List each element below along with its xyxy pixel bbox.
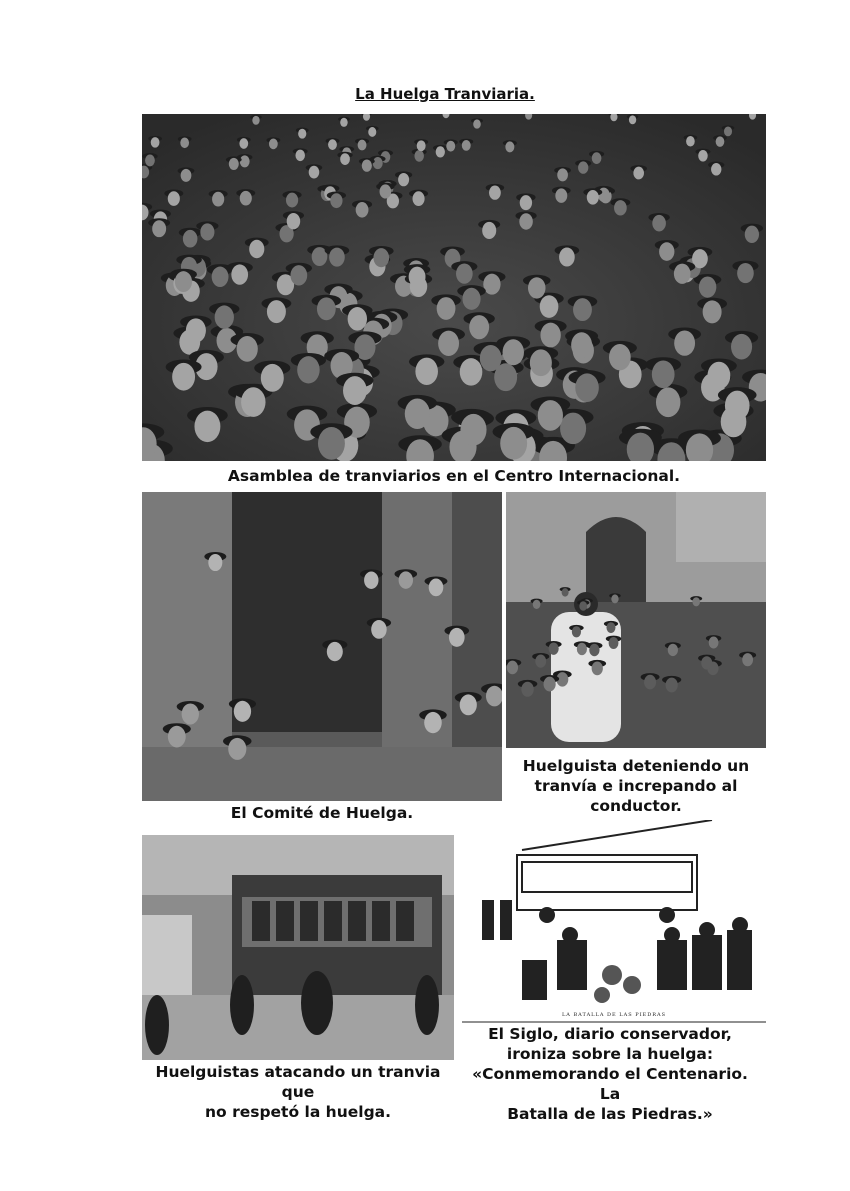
page-title: La Huelga Tranviaria. xyxy=(355,85,535,103)
cartoon-label: LA BATALLA DE LAS PIEDRAS xyxy=(561,1012,667,1018)
striker-stopping-tram-photo xyxy=(506,492,766,748)
el-siglo-cartoon-caption xyxy=(460,1024,760,1124)
caption-line: El Siglo, diario conservador, xyxy=(488,1025,732,1043)
caption-line: conductor. xyxy=(590,797,682,815)
caption-line: Huelguistas atacando un tranvia que xyxy=(155,1063,441,1101)
crowd-assembly-photo xyxy=(142,114,766,461)
caption-line: no respetó la huelga. xyxy=(204,1103,392,1121)
strike-committee-photo xyxy=(142,492,502,801)
caption-line: tranvía e increpando al xyxy=(534,777,738,795)
el-siglo-cartoon xyxy=(462,820,766,1026)
striker-stopping-tram-caption xyxy=(506,756,766,816)
strikers-attacking-tram-caption xyxy=(142,1062,454,1122)
caption-line: «Conmemorando el Centenario. La xyxy=(472,1065,748,1103)
caption-line: Huelguista deteniendo un xyxy=(522,757,750,775)
caption-line: ironiza sobre la huelga: xyxy=(506,1045,714,1063)
strike-committee-caption: El Comité de Huelga. xyxy=(230,804,414,822)
crowd-assembly-caption: Asamblea de tranviarios en el Centro Internacional. xyxy=(227,467,681,485)
caption-line: Batalla de las Piedras.» xyxy=(507,1105,713,1123)
strikers-attacking-tram-photo xyxy=(142,835,454,1060)
